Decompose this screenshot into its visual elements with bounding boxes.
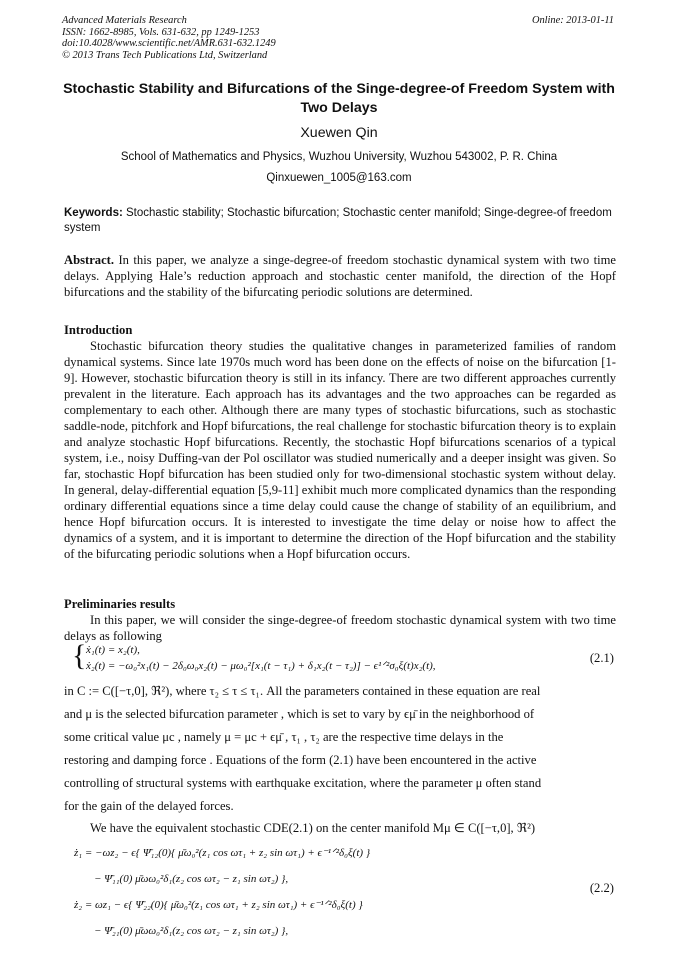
abstract-block bbox=[64, 252, 616, 300]
journal-name: Advanced Materials Research bbox=[62, 15, 187, 26]
abstract-text: In this paper, we analyze a singe-degree-of freedom stochastic dynamical system with two time delays. Applying Hale’s reduction approach and stochastic center manifold, the direction of the Hopf bifurcations and the stability of the bifurcating periodic solutions are determined. bbox=[64, 253, 616, 299]
keywords-label: Keywords: bbox=[64, 207, 123, 219]
introduction-heading: Introduction bbox=[64, 323, 133, 337]
introduction-text: Stochastic bifurcation theory studies the qualitative changes in parameterized families of random dynamical systems. Since late 1970s much word has been done on the effects of noise on the bifurcation [1-9]. However, stochastic bifurcation theory is still in its infancy. There are two different approaches currently prevalent in the literature. Each approach has its advantages and the two approaches can be regarded as complementary to each other. Although there are many types of stochastic bifurcations, such as stochastic saddle-node, pitchfork and Hopf bifurcations, the real challenge for stochastic bifurcation theory is to explain and analyze stochastic Hopf bifurcations. Recently, the stochastic Hopf bifurcations scenarios of a typical system, i.e., noisy Duffing-van der Pol oscillator was studied numerically and a deeper insight was given. So far, stochastic Hopf bifurcation has been studied only for two-dimensional stochastic system without delay. In general, delay-differential equation [5,9-11] exhibit much more complicated dynamics than the responding ordinary differential equations since a time delay could cause the change of stability of an equilibrium, and hence Hopf bifurcation occurs. It is interested to investigate the time delay or noise how to affect the dynamics of a system, and it is important to determine the direction of the Hopf bifurcation and the stability of the bifurcating periodic solutions when a Hopf bifurcation occurs. bbox=[64, 339, 616, 561]
body-line: controlling of structural systems with earthquake excitation, where the parameter μ often stand bbox=[64, 776, 542, 790]
journal-header bbox=[62, 15, 422, 61]
equation-2-1-line-1: ẋ₁(t) = x₂(t), bbox=[86, 644, 140, 656]
preliminaries-heading: Preliminaries results bbox=[64, 597, 176, 611]
copyright-line: © 2013 Trans Tech Publications Ltd, Switzerland bbox=[62, 49, 268, 61]
equation-number-2-1: (2.1) bbox=[589, 651, 614, 665]
body-line: some critical value μc , namely μ = μc + ϵμ̄ , τ₁ , τ₂ are the respective time delays in the bbox=[64, 730, 504, 744]
body-line: restoring and damping force . Equations of the form (2.1) have been encountered in the active bbox=[64, 753, 537, 767]
equation-2-2-line-4: − Ψ̄₂₁(0) μ̄ωω₀²δ₁(z₂ cos ωτ₂ − z₁ sin ωτ₂) }, bbox=[94, 925, 289, 937]
body-line: for the gain of the delayed forces. bbox=[64, 799, 234, 813]
body-line: and μ is the selected bifurcation parameter , which is set to vary by ϵμ̄ in the neighborhood of bbox=[64, 707, 535, 721]
abstract-label: Abstract. bbox=[64, 253, 115, 267]
equation-2-2-line-3: ż₂ = ωz₁ − ϵ{ Ψ̄₂₂(0){ μ̄ω₀²(z₁ cos ωτ₁ + z₂ sin ωτ₁) + ϵ⁻¹ᐟ²δ₀ξ(t) } bbox=[74, 899, 363, 911]
paper-title: Stochastic Stability and Bifurcations of the Singe-degree-of Freedom System with Two Delays bbox=[63, 81, 615, 116]
doi-line: doi:10.4028/www.scientific.net/AMR.631-632.1249 bbox=[62, 38, 276, 50]
equation-2-2-line-2: − Ψ̄₁₁(0) μ̄ωω₀²δ₁(z₂ cos ωτ₂ − z₁ sin ωτ₂) }, bbox=[94, 873, 289, 885]
issn-line: ISSN: 1662-8985, Vols. 631-632, pp 1249-1253 bbox=[62, 26, 260, 38]
body-line: in C := C([−τ,0], ℜ²), where τ₂ ≤ τ ≤ τ₁. All the parameters contained in these equation are real bbox=[64, 684, 541, 698]
online-date: Online: 2013-01-11 bbox=[531, 15, 614, 26]
equation-2-2-line-1: ż₁ = −ωz₂ − ϵ{ Ψ̄₁₂(0){ μ̄ω₀²(z₁ cos ωτ₁ + z₂ sin ωτ₁) + ϵ⁻¹ᐟ²δ₀ξ(t) } bbox=[74, 847, 371, 859]
equation-number-2-2: (2.2) bbox=[589, 881, 614, 895]
equation-brace: { bbox=[72, 639, 87, 672]
equation-2-1-line-2: ẋ₂(t) = −ω₀²x₁(t) − 2δ₀ω₀x₂(t) − μω₀²[x₁(t − τ₁) + δ₁x₂(t − τ₂)] − ϵ¹ᐟ²σ₀ξ(t)x₂(t), bbox=[86, 660, 436, 672]
preliminaries-text: In this paper, we will consider the singe-degree-of freedom stochastic dynamical system with two time delays as following bbox=[64, 613, 616, 643]
keywords-block bbox=[64, 206, 616, 235]
center-manifold-line: We have the equivalent stochastic CDE(2.1) on the center manifold Mμ ∈ C([−τ,0], ℜ²) bbox=[90, 821, 536, 835]
author-name: Xuewen Qin bbox=[300, 125, 378, 141]
author-affiliation: School of Mathematics and Physics, Wuzhou University, Wuzhou 543002, P. R. China bbox=[120, 151, 558, 163]
keywords-text: Stochastic stability; Stochastic bifurcation; Stochastic center manifold; Singe-degree-of freedom system bbox=[64, 207, 612, 234]
author-email: Qinxuewen_1005@163.com bbox=[266, 172, 412, 184]
